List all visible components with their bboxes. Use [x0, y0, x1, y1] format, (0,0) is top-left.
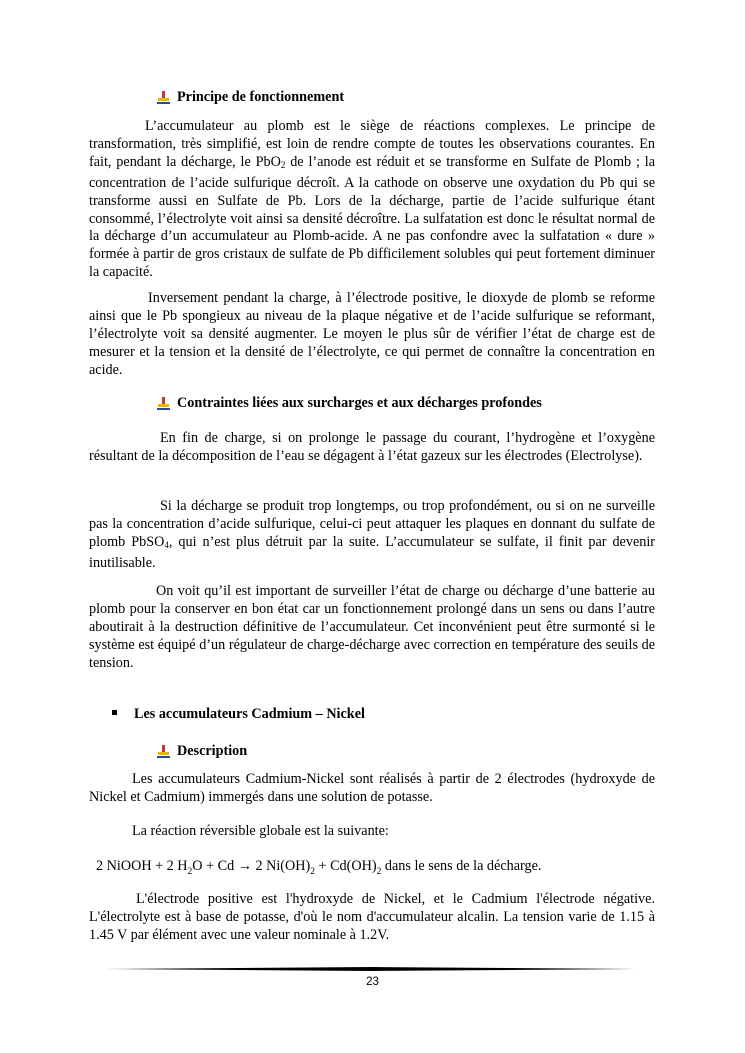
arrow-bullet-icon — [157, 397, 170, 411]
section-heading-description — [157, 743, 247, 760]
equation-part: + Cd(OH) — [315, 858, 377, 874]
equation-part: 2 NiOOH + 2 H — [96, 858, 188, 874]
paragraph-text: Si la décharge se produit trop longtemps, ou trop profondément, ou si on ne surveille pas la concentration d’acide sulfurique, celui-ci peut attaquer les plaques en donnant du sulfate de plomb PbSO — [89, 498, 655, 550]
paragraph — [89, 498, 655, 573]
heading-text: Les accumulateurs Cadmium – Nickel — [134, 706, 365, 722]
heading-text: Contraintes liées aux surcharges et aux décharges profondes — [177, 395, 542, 411]
heading-text: Description — [177, 743, 248, 759]
paragraph: En fin de charge, si on prolonge le passage du courant, l’hydrogène et l’oxygène résultant de la décomposition de l’eau se dégagent à l’état gazeux sur les électrodes (Electrolyse). — [89, 430, 655, 464]
footer-divider — [104, 967, 641, 971]
paragraph-text: L’accumulateur au plomb est le siège de réactions complexes. Le principe de transformation, très simplifié, est loin de rendre compte de toutes les observations courantes. En fait, pendant la décharge, le PbO — [89, 118, 655, 170]
paragraph: Inversement pendant la charge, à l’électrode positive, le dioxyde de plomb se reforme ainsi que le Pb spongieux au niveau de la plaque négative et de l’acide sulfurique se reformant, l’électrolyte voit sa densité augmenter. Le moyen le plus sûr de vérifier l’état de charge est de mesurer et la tension et la densité de l’électrolyte, ce qui permet de connaître la concentration en acide. — [89, 290, 655, 378]
paragraph — [89, 118, 655, 282]
arrow-bullet-icon — [157, 745, 170, 759]
paragraph: Les accumulateurs Cadmium-Nickel sont réalisés à partir de 2 électrodes (hydroxyde de Nickel et Cadmium) immergés dans une solution de potasse. — [89, 771, 655, 805]
subscript: 2 — [376, 866, 382, 877]
section-heading-cadmium-nickel — [112, 706, 365, 723]
page-number: 23 — [366, 976, 379, 988]
subscript: 2 — [310, 866, 315, 877]
chemical-equation — [96, 858, 541, 877]
heading-text: Principe de fonctionnement — [177, 89, 345, 105]
paragraph-text: , qui n’est plus détruit par la suite. L’accumulateur se sulfate, il finit par devenir inutilisable. — [89, 533, 655, 571]
subscript: 2 — [187, 866, 193, 877]
square-bullet-icon — [112, 710, 117, 715]
section-heading-contraintes — [157, 395, 542, 412]
section-heading-principe — [157, 89, 344, 106]
subscript: 4 — [164, 539, 169, 550]
equation-part: O + Cd → 2 Ni(OH) — [192, 858, 311, 874]
subscript: 2 — [280, 159, 286, 170]
paragraph: On voit qu’il est important de surveiller l’état de charge ou décharge d’une batterie au plomb pour la conserver en bon état car un fonctionnement prolongé dans un sens ou dans l’autre aboutirait à la destruction définitive de l’accumulateur. Cet inconvénient peut être surmonté si le système est équipé d’un régulateur de charge-décharge avec correction en température des seuils de tension. — [89, 583, 655, 671]
paragraph: La réaction réversible globale est la suivante: — [132, 823, 389, 839]
paragraph-text: de l’anode est réduit et se transforme en Sulfate de Plomb ; la concentration de l’acide sulfurique décroît. A la cathode on observe une oxydation du Pb qui se transforme aussi en Sulfate de Pb. Lors de la décharge, partie de l’acide sulfurique étant consommé, l’électrolyte voit ainsi sa densité décroître. La sulfatation est donc le résultat normal de la décharge d’un accumulateur au Plomb-acide. A ne pas confondre avec la sulfatation « dure » formée à partir de gros cristaux de sulfate de Pb difficilement solubles qui peut fortement diminuer la capacité. — [89, 153, 655, 281]
arrow-bullet-icon — [157, 91, 170, 105]
equation-part: dans le sens de la décharge. — [381, 858, 542, 874]
paragraph: L'électrode positive est l'hydroxyde de Nickel, et le Cadmium l'électrode négative. L'électrolyte est à base de potasse, d'où le nom d'accumulateur alcalin. La tension varie de 1.15 à 1.45 V par élément avec une valeur nominale à 1.2V. — [89, 891, 655, 943]
